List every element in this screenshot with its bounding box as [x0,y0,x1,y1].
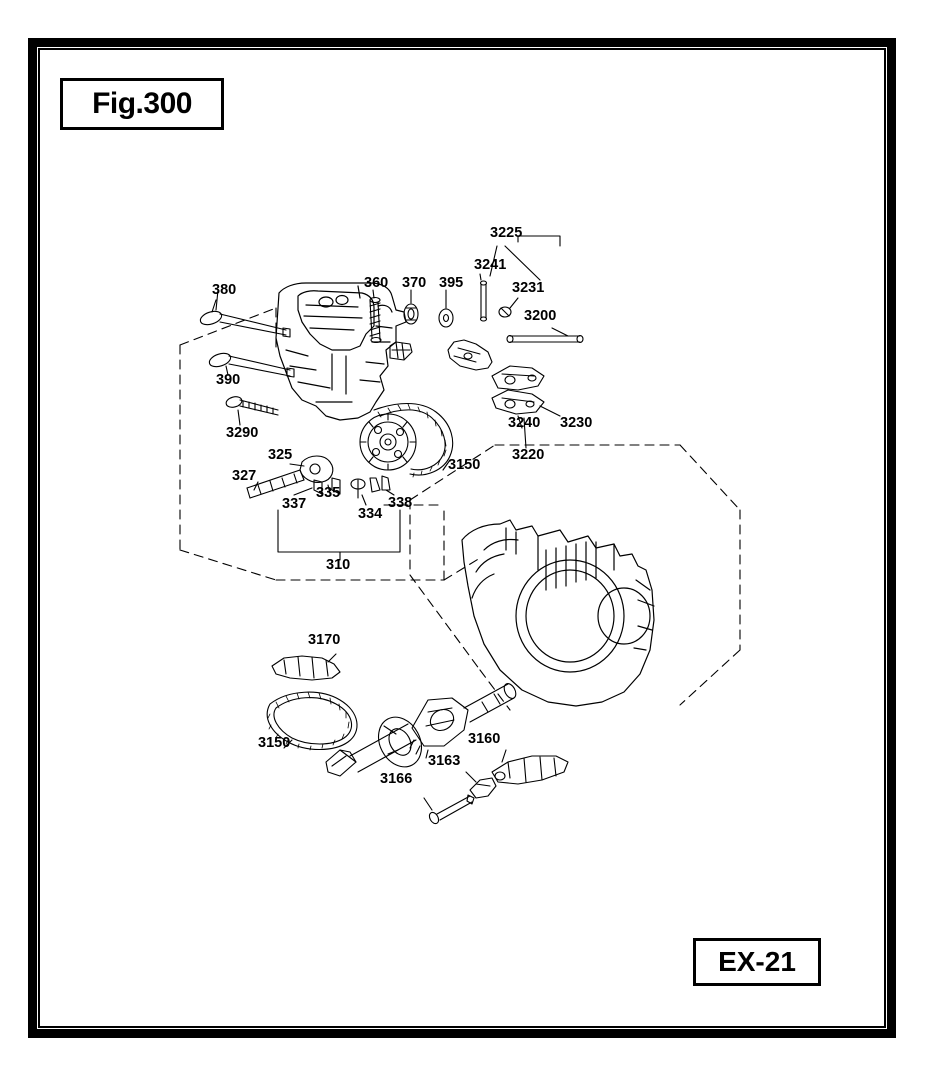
callout-3160: 3160 [468,731,501,747]
figure-code: EX-21 [718,946,796,977]
callout-3200: 3200 [524,308,557,324]
callout-3166: 3166 [380,771,413,787]
callout-310: 310 [326,557,351,573]
callout-390: 390 [216,372,241,388]
callout-3290: 3290 [226,425,259,441]
callout-3231: 3231 [512,280,545,296]
callout-3163: 3163 [428,753,461,769]
callout-395: 395 [439,275,464,291]
callout-3220: 3220 [512,447,545,463]
callout-3170: 3170 [308,632,341,648]
callout-3150-top: 3150 [448,457,481,473]
figure-title: Fig.300 [92,87,192,120]
figure-code-box [693,938,821,986]
diagram-svg [40,50,884,1026]
parts-drawing [40,50,884,1026]
callout-338: 338 [388,495,413,511]
callout-3240: 3240 [508,415,541,431]
callout-3230: 3230 [560,415,593,431]
callout-360: 360 [364,275,389,291]
callout-3225: 3225 [490,225,523,241]
callout-380: 380 [212,282,237,298]
callout-3150-bottom: 3150 [258,735,291,751]
callout-335: 335 [316,485,341,501]
callout-325: 325 [268,447,293,463]
callout-334: 334 [358,506,383,522]
callout-327: 327 [232,468,257,484]
callout-337: 337 [282,496,307,512]
callout-370: 370 [402,275,427,291]
callout-3241: 3241 [474,257,507,273]
